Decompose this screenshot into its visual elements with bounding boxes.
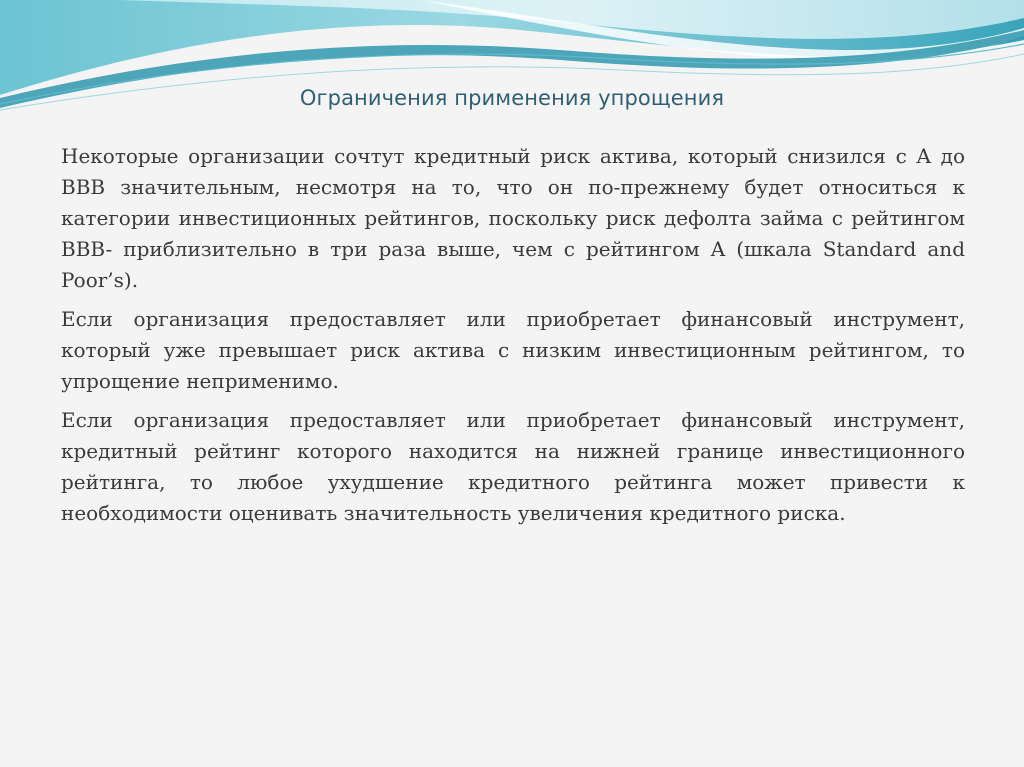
paragraph: Некоторые организации сочтут кредитный риск актива, который снизился с A до BBB значительным, несмотря на то, что он по-прежнему будет относиться к категории инвестиционных рейтингов, поскольку риск дефолта займа с рейтингом BBB- приблизительно в три раза выше, чем с рейтингом A (шкала Standard and Poor’s). [61,144,965,292]
paragraph: Если организация предоставляет или приобретает финансовый инструмент, кредитный рейтинг которого находится на нижней границе инвестиционного рейтинга, то любое ухудшение кредитного рейтинга может привести к необходимости оценивать значительность увеличения кредитного риска. [61,408,965,525]
slide-title: Ограничения применения упрощения [299,86,725,110]
slide-body [61,141,965,537]
paragraph: Если организация предоставляет или приобретает финансовый инструмент, который уже превышает риск актива с низким инвестиционным рейтингом, то упрощение неприменимо. [61,307,965,393]
